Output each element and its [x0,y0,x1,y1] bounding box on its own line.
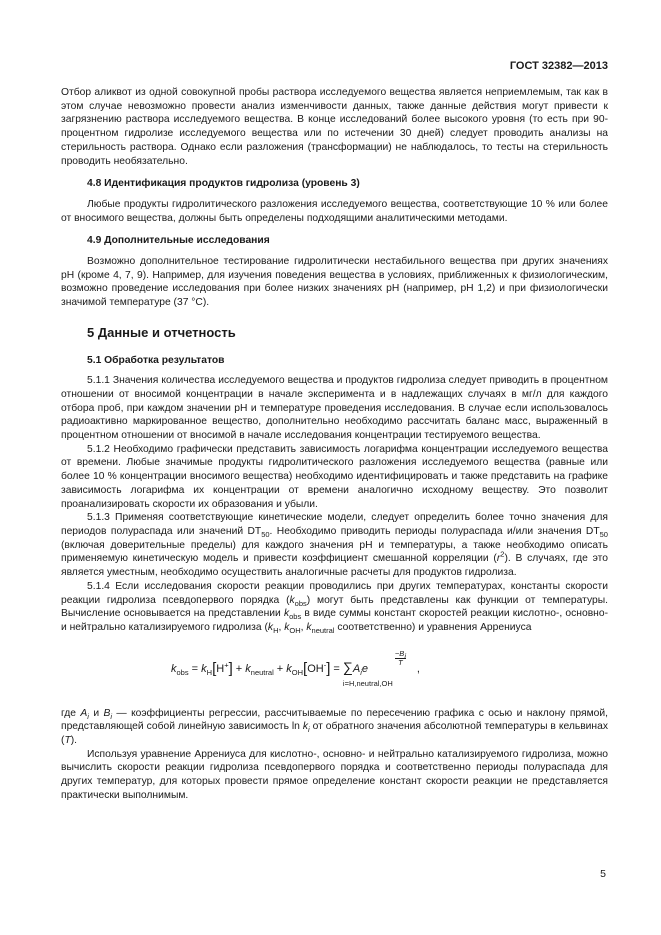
page-number: 5 [600,868,606,880]
document-code: ГОСТ 32382—2013 [509,60,608,72]
paragraph-5-1-4: 5.1.4 Если исследования скорости реакции проводились при других температурах, константы скорости реакции гидролиза псевдопервого порядка $(k_{obs})$ могут быть представлены как функции от температуры. Вычисление основывается на представлении $k_{obs}$ в виде суммы констант скоростей реакции кислотно-, основно- и нейтрально катализируемого гидролиза ($k_H$, $k_{OH}$, $k_{neutral}$ соответственно) и уравнения Аррениуса [61,580,608,635]
paragraph-5-1-3: 5.1.3 Применяя соответствующие кинетические модели, следует определить более точно значения для периодов полураспада или значений $DT_{50}$. Необходимо приводить периоды полураспада и/или значения $DT_{50}$ (включая доверительные пределы) для каждого значения pH и температуры, а также необходимо описать применяемую кинетическую модель и привести коэффициент смешанной корреляции $(r^2)$. В случаях, где это является уместным, необходимо осуществить аналогичные расчеты для продуктов гидролиза. [61,512,608,579]
paragraph-5-1-2: 5.1.2 Необходимо графически представить зависимость логарифма концентрации исследуемого вещества от времени. Любые значимые продукты гидролитического разложения исследуемого вещества (равные или более 10 % концентрации вносимого вещества) необходимо идентифицировать и также представить на графике зависимость логарифма их концентрации от времени аналогично исходному веществу. Это позволит проанализировать скорости их образования и убыли. [61,443,608,510]
paragraph-4-8: Любые продукты гидролитического разложения исследуемого вещества, соответствующие 10 % или более от вносимого вещества, должны быть определены подходящими аналитическими методами. [61,198,608,224]
formula-explanation: где $A_i$ и $B_i$ — коэффициенты регрессии, рассчитываемые по пересечению графика с осью и наклону прямой, представляющей собой линейную зависимость $\ln k_i$ от обратного значения абсолютной температуры в кельвинах (T). [61,707,608,747]
sum-limits: i=H,neutral,OH [342,678,393,688]
sum-term: $\sum A_ie$ $-B_i$ T i=H,neutral,OH [343,661,417,677]
paragraph-4-9: Возможно дополнительное тестирование гидролитически нестабильного вещества при других значениях pH (кроме 4, 7, 9). Например, для изучения поведения вещества в условиях, приближенных к физиологическим, возможно проведение исследования при более низких значениях pH (например, pH 1,2) и при физиологически значимой температуре (37 °С). [61,256,608,309]
arrhenius-formula: $k_{obs} = k_H[H^+] + k_{neutral} + k_{OH}[OH^-] = \sum A_ie$ $-B_i$ T i=H,neutral,OH , [61,649,608,695]
paragraph-5-1-1: 5.1.1 Значения количества исследуемого вещества и продуктов гидролиза следует приводить в процентном отношении от вносимой концентрации в начале эксперимента и в надлежащих случаях в мг/л для каждого отбора проб, при каждом значении pH и температуре проведения исследования. В случае если использовалось радиоактивно маркированное вещество, дополнительно необходимо рассчитать баланс масс, выраженный в процентном отношении от вносимой в начале исследования концентрации тестируемого вещества. [61,375,608,442]
heading-4-8: 4.8 Идентификация продуктов гидролиза (уровень 3) [87,178,360,190]
heading-4-9: 4.9 Дополнительные исследования [87,235,270,247]
heading-5: 5 Данные и отчетность [87,324,236,340]
heading-5-1: 5.1 Обработка результатов [87,354,225,366]
final-paragraph: Используя уравнение Аррениуса для кислотно-, основно- и нейтрально катализируемого гидролиза, можно вычислить скорости реакции гидролиза псевдопервого порядка и соответственно периоды полураспада для других температур, для которых провести прямое определение констант скорости реакции не представляется практически выполнимым. [61,748,608,801]
exponent: $-B_i$ T [394,648,406,667]
intro-paragraph: Отбор аликвот из одной совокупной пробы раствора исследуемого вещества является неприемлемым, так как в этом случае невозможно провести анализ изменчивости данных, также данные действия могут привести к загрязнению раствора исследуемого вещества. В конце исследований более высокого уровня (то есть при 90-процентном гидролизе исследуемого вещества или по истечении 30 дней) следует проводить анализы на стерильность раствора. Однако если разложения (трансформации) не наблюдалось, то тесты на стерильность проводить необязательно. [61,87,608,167]
